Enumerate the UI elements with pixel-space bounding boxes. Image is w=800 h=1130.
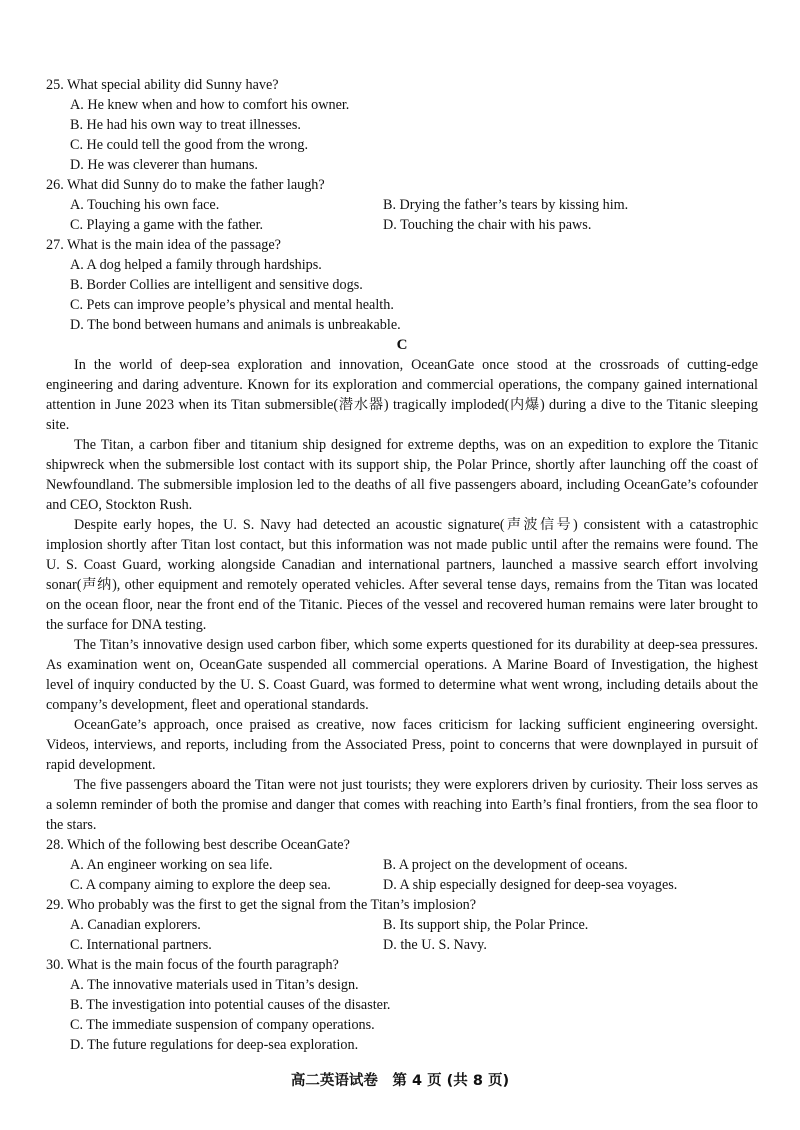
option-b: B. He had his own way to treat illnesses. <box>70 117 301 133</box>
option-d: D. The future regulations for deep-sea exploration. <box>70 1037 359 1053</box>
option-d: D. A ship especially designed for deep-sea voyages. <box>383 877 678 893</box>
option-row <box>46 875 758 895</box>
option-c: C. Playing a game with the father. <box>70 217 264 233</box>
paragraph-3: Despite early hopes, the U. S. Navy had detected an acoustic signature(声波信号) consistent with a catastrophic implosion shortly after Titan lost contact, but this information was not made public until after the remains were found. The U. S. Coast Guard, working alongside Canadian and international partners, launched a massive search effort involving sonar(声纳), other equipment and remotely operated vehicles. After several tense days, remains from the Titan was located on the ocean floor, near the front end of the Titanic. Pieces of the vessel and recovered human remains were later brought to the surface for DNA testing. <box>46 517 758 633</box>
option-b: B. A project on the development of oceans. <box>383 857 628 873</box>
option-c: C. Pets can improve people’s physical and mental health. <box>70 297 394 313</box>
paragraph-2: The Titan, a carbon fiber and titanium ship designed for extreme depths, was on an expedition to explore the Titanic shipwreck when the submersible lost contact with its support ship, the Polar Prince, shortly after launching off the coast of Newfoundland. The submersible implosion led to the deaths of all five passengers aboard, including OceanGate’s cofounder and CEO, Stockton Rush. <box>46 437 758 513</box>
option-d: D. The bond between humans and animals is unbreakable. <box>70 317 401 333</box>
option-row <box>46 915 758 935</box>
question-stem: 25. What special ability did Sunny have? <box>46 77 279 93</box>
exam-page <box>46 75 758 1055</box>
option-b: B. The investigation into potential causes of the disaster. <box>70 997 391 1013</box>
paragraph-4: The Titan’s innovative design used carbon fiber, which some experts questioned for its durability at deep-sea pressures. As examination went on, OceanGate suspended all commercial operations. A Marine Board of Investigation, the highest level of inquiry conducted by the U. S. Coast Guard, was formed to determine what went wrong, including details about the company’s development, fleet and operational standards. <box>46 637 758 713</box>
option-d: D. the U. S. Navy. <box>383 937 487 953</box>
option-row <box>46 855 758 875</box>
passage <box>46 355 758 835</box>
page-footer: 高二英语试卷 第 4 页 (共 8 页) <box>290 1073 510 1089</box>
option-c: C. International partners. <box>70 937 212 953</box>
question-29 <box>46 895 758 955</box>
option-a: A. The innovative materials used in Titan’s design. <box>70 977 359 993</box>
option-row <box>46 215 758 235</box>
paragraph-1: In the world of deep-sea exploration and innovation, OceanGate once stood at the crossroads of cutting-edge engineering and daring adventure. Known for its exploration and commercial operations, the company gained international attention in June 2023 when its Titan submersible(潜水器) tragically imploded(内爆) during a dive to the Titanic sleeping site. <box>46 357 758 433</box>
option-a: A. Touching his own face. <box>70 197 220 213</box>
section-label: C <box>396 337 408 353</box>
option-c: C. A company aiming to explore the deep sea. <box>70 877 331 893</box>
paragraph-5: OceanGate’s approach, once praised as creative, now faces criticism for lacking sufficient engineering oversight. Videos, interviews, and reports, including from the Associated Press, point to concerns that were downplayed in pursuit of rapid development. <box>46 717 758 773</box>
option-d: D. Touching the chair with his paws. <box>383 217 592 233</box>
option-a: A. A dog helped a family through hardships. <box>70 257 322 273</box>
question-28 <box>46 835 758 895</box>
question-stem: 27. What is the main idea of the passage? <box>46 237 281 253</box>
paragraph-6: The five passengers aboard the Titan were not just tourists; they were explorers driven by curiosity. Their loss serves as a solemn reminder of both the promise and danger that comes with reaching into Earth’s final frontiers, from the sea floor to the stars. <box>46 777 758 833</box>
option-b: B. Drying the father’s tears by kissing him. <box>383 197 629 213</box>
question-stem: 28. Which of the following best describe OceanGate? <box>46 837 350 853</box>
option-b: B. Border Collies are intelligent and sensitive dogs. <box>70 277 363 293</box>
option-c: C. The immediate suspension of company operations. <box>70 1017 375 1033</box>
option-d: D. He was cleverer than humans. <box>70 157 258 173</box>
question-25 <box>46 75 758 175</box>
question-30 <box>46 955 758 1055</box>
question-stem: 26. What did Sunny do to make the father laugh? <box>46 177 325 193</box>
option-c: C. He could tell the good from the wrong. <box>70 137 308 153</box>
option-a: A. An engineer working on sea life. <box>70 857 273 873</box>
option-b: B. Its support ship, the Polar Prince. <box>383 917 589 933</box>
option-a: A. He knew when and how to comfort his owner. <box>70 97 350 113</box>
option-row <box>46 195 758 215</box>
question-27 <box>46 235 758 335</box>
option-row <box>46 935 758 955</box>
question-26 <box>46 175 758 235</box>
question-stem: 29. Who probably was the first to get the signal from the Titan’s implosion? <box>46 897 477 913</box>
question-stem: 30. What is the main focus of the fourth paragraph? <box>46 957 339 973</box>
option-a: A. Canadian explorers. <box>70 917 201 933</box>
